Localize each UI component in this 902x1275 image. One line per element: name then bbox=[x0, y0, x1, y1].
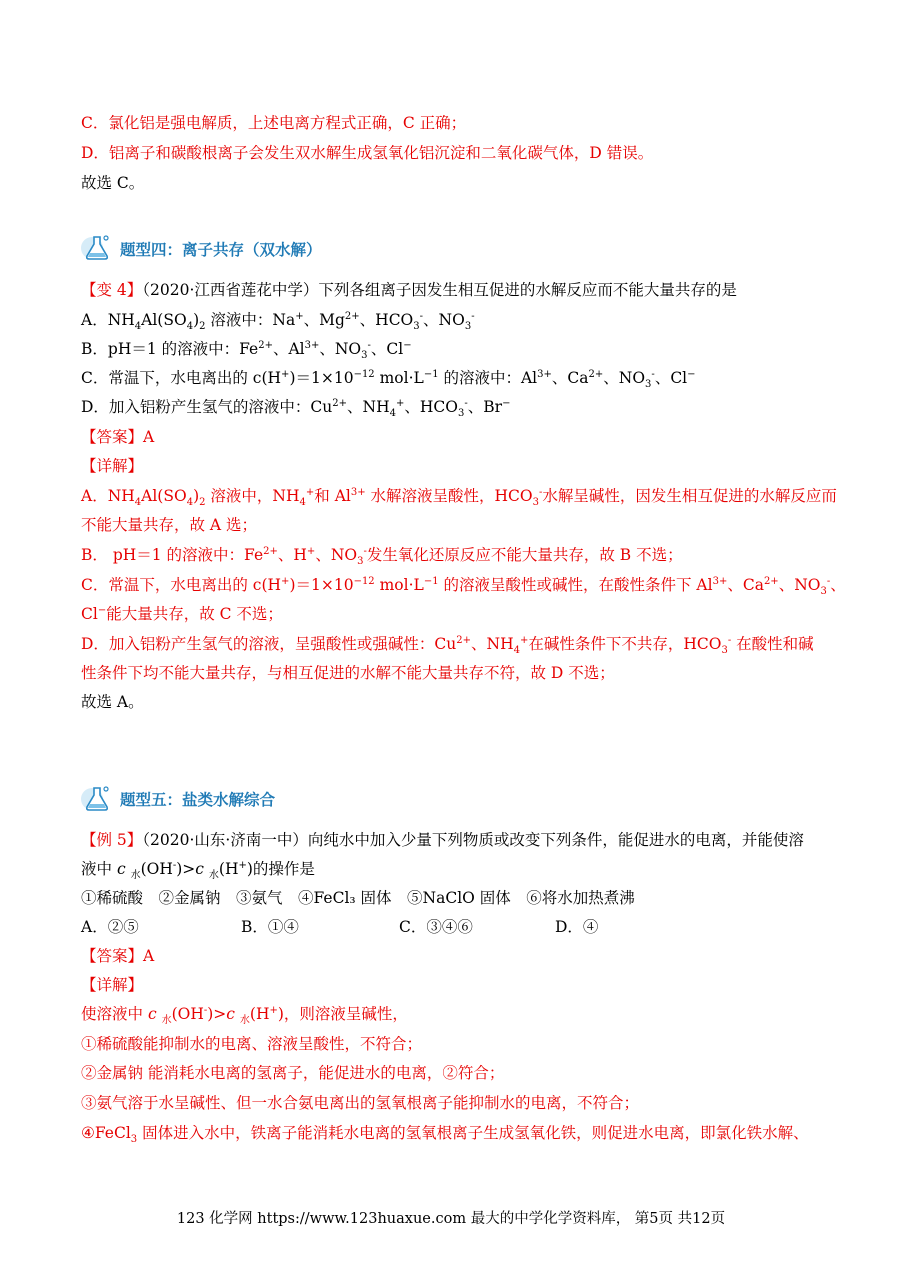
option-b: B．①④ bbox=[241, 918, 299, 936]
section-4-title: 题型四：离子共存（双水解） bbox=[120, 241, 322, 259]
detail-label-4: 【详解】 bbox=[81, 457, 144, 475]
option-b: B．pH＝1 的溶液中：$Fe^{2+}$、$Al^{3+}$、$NO_3^-$、Cl− bbox=[81, 339, 412, 362]
detail-4-d2: 性条件下均不能大量共存，与相互促进的水解不能大量共存不符，故 D 不选； bbox=[81, 664, 615, 682]
detail-5-intro: 使溶液中 c $_水$(OH-)>c $_水$(H+)，则溶液呈碱性， bbox=[81, 1004, 408, 1027]
question-tag: 【例 5】 bbox=[81, 831, 143, 849]
answer-line-d: D．铝离子和碳酸根离子会发生双水解生成氢氧化铝沉淀和二氧化碳气体，D 错误。 bbox=[81, 144, 654, 162]
question-tag: 【变 4】 bbox=[81, 281, 143, 299]
question-5-items: ①稀硫酸 ②金属钠 ③氨气 ④FeCl₃ 固体 ⑤NaClO 固体 ⑥将水加热煮沸 bbox=[81, 889, 635, 907]
flask-icon bbox=[80, 232, 114, 262]
question-text: （2020·江西省莲花中学）下列各组离子因发生相互促进的水解反应而不能大量共存的是 bbox=[142, 281, 737, 299]
detail-4-d: D．加入铝粉产生氢气的溶液，呈强酸性或强碱性：$Cu^{2+}$、$NH_4^+$在碱性条件下不共存，$HCO_3^-$ 在酸性和碱 bbox=[81, 634, 814, 657]
detail-4-a: A．$NH_4Al(SO_4)_2$ 溶液中，$NH_4^+$和 $Al^{3+}$ 水解溶液呈酸性，$HCO_3^-$水解呈碱性，因发生相互促进的水解反应而 bbox=[81, 486, 837, 509]
question-text: （2020·山东·济南一中）向纯水中加入少量下列物质或改变下列条件，能促进水的电离，并能使溶 bbox=[142, 831, 804, 849]
option-c: C．③④⑥ bbox=[399, 918, 473, 936]
detail-5-3: ③氨气溶于水呈碱性、但一水合氨电离出的氢氧根离子能抑制水的电离，不符合； bbox=[81, 1094, 640, 1112]
answer-5: 【答案】A bbox=[81, 947, 155, 965]
answer-line-c: C．氯化铝是强电解质，上述电离方程式正确，C 正确； bbox=[81, 114, 467, 132]
detail-5-2: ②金属钠 能消耗水电离的氢离子，能促进水的电离，②符合； bbox=[81, 1064, 505, 1082]
detail-4-c2: Cl−能大量共存，故 C 不选； bbox=[81, 604, 283, 623]
detail-4-b: B． pH＝1 的溶液中：$Fe^{2+}$、H+、$NO_3^-$发生氧化还原反应不能大量共存，故 B 不选； bbox=[81, 545, 683, 568]
conclusion-1: 故选 C。 bbox=[81, 174, 145, 192]
detail-5-4: ④FeCl$_3$ 固体进入水中，铁离子能消耗水电离的氢氧根离子生成氢氧化铁，则促进水电离，即氯化铁水解、 bbox=[81, 1124, 809, 1146]
page-footer: 123 化学网 https://www.123huaxue.com 最大的中学化学资料库， 第5页 共12页 bbox=[176, 1211, 726, 1227]
question-5 bbox=[81, 830, 804, 850]
option-a: A．$NH_4Al(SO_4)_2$ 溶液中：Na+、$Mg^{2+}$、$HCO_3^-$、$NO_3^-$ bbox=[81, 310, 475, 333]
detail-4-c: C．常温下，水电离出的 $c(H^+)=1\times 10^{-12}$ $mol\cdot L^{-1}$ 的溶液呈酸性或碱性，在酸性条件下 $Al^{3+}$、$Ca^{2+}$、$NO_3^-$、 bbox=[81, 575, 846, 598]
conclusion-4: 故选 A。 bbox=[81, 693, 144, 711]
option-d: D．④ bbox=[555, 918, 599, 936]
options-5 bbox=[81, 917, 598, 937]
flask-icon bbox=[80, 783, 114, 813]
option-a: A．②⑤ bbox=[81, 918, 139, 936]
detail-4-a2: 不能大量共存，故 A 选； bbox=[81, 516, 258, 534]
option-c: C．常温下，水电离出的 $c(H^+)=1\times 10^{-12}$ $mol\cdot L^{-1}$ 的溶液中：$Al^{3+}$、$Ca^{2+}$、$NO_3^-$、Cl− bbox=[81, 368, 696, 391]
question-5-cont: 液中 c $_水$(OH-)>c $_水$(H+)的操作是 bbox=[81, 859, 315, 882]
detail-label-5: 【详解】 bbox=[81, 976, 144, 994]
answer-4: 【答案】A bbox=[81, 428, 155, 446]
option-d: D．加入铝粉产生氢气的溶液中：$Cu^{2+}$、$NH_4^+$、$HCO_3^-$、Br− bbox=[81, 397, 511, 420]
section-5-title: 题型五：盐类水解综合 bbox=[120, 791, 276, 809]
detail-5-1: ①稀硫酸能抑制水的电离、溶液呈酸性，不符合； bbox=[81, 1035, 423, 1053]
question-4 bbox=[81, 280, 737, 300]
